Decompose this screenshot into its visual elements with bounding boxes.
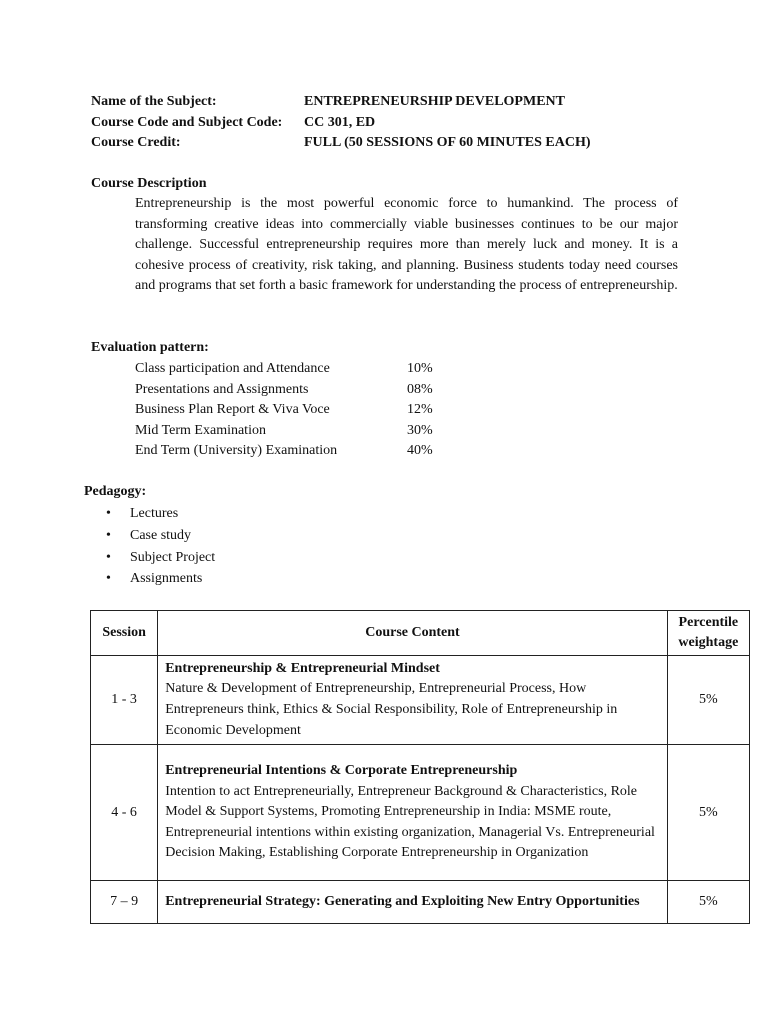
content-title: Entrepreneurial Intentions & Corporate Entrepreneurship (165, 763, 518, 779)
subject-row (91, 92, 591, 113)
evaluation-value: 12% (407, 402, 433, 417)
evaluation-item (135, 380, 433, 401)
content-title: Entrepreneurial Strategy: Generating and Exploiting New Entry Opportunities (165, 893, 640, 909)
session-header: Session (91, 611, 158, 656)
evaluation-value: 30% (407, 422, 433, 438)
pedagogy-list (106, 503, 215, 590)
weightage-header-line1: Percentile (678, 614, 739, 630)
evaluation-item (135, 400, 433, 421)
evaluation-item (135, 421, 433, 442)
content-cell (158, 656, 668, 745)
content-cell (158, 745, 668, 881)
table-row (91, 656, 750, 745)
content-body: Nature & Development of Entrepreneurship, Entrepreneurial Process, How Entrepreneurs think, Ethics & Social Responsibility, Role of Entrepreneurship in Economic Development (165, 681, 618, 738)
evaluation-value: 08% (407, 381, 433, 397)
evaluation-name: Mid Term Examination (135, 422, 266, 438)
course-meta (91, 92, 591, 154)
credit-value: FULL (50 SESSIONS OF 60 MINUTES EACH) (304, 135, 591, 150)
course-table (90, 610, 750, 924)
list-item (106, 525, 215, 547)
list-item (106, 503, 215, 525)
pedagogy-item: Assignments (130, 571, 203, 587)
content-header: Course Content (158, 611, 668, 656)
evaluation-value: 40% (407, 443, 433, 458)
list-item (106, 547, 215, 569)
bullet-icon: • (106, 527, 111, 543)
content-cell (158, 881, 668, 924)
evaluation-value: 10% (407, 361, 433, 376)
evaluation-name: Class participation and Attendance (135, 361, 330, 376)
table-row (91, 881, 750, 924)
credit-label: Course Credit: (91, 135, 181, 150)
weightage-header-line2: weightage (678, 635, 739, 650)
table-row (91, 745, 750, 881)
pedagogy-item: Subject Project (130, 549, 216, 565)
code-label: Course Code and Subject Code: (91, 114, 283, 130)
weightage-cell: 5% (667, 656, 749, 745)
weightage-cell: 5% (667, 745, 749, 881)
bullet-icon: • (106, 506, 111, 521)
description-text: Entrepreneurship is the most powerful economic force to humankind. The process of transforming creative ideas into commercially viable businesses continues to be our major challenge. Successful entrepreneurship requires more than merely luck and money. It is a cohesive process of creativity, risk taking, and planning. Business students today need courses and programs that set forth a basic framework for understanding the process of entrepreneurship. (135, 196, 678, 294)
bullet-icon: • (106, 549, 111, 565)
code-row (91, 113, 591, 134)
evaluation-heading: Evaluation pattern: (91, 340, 209, 355)
subject-label: Name of the Subject: (91, 94, 217, 109)
pedagogy-item: Lectures (130, 506, 179, 521)
evaluation-name: End Term (University) Examination (135, 443, 338, 458)
pedagogy-item: Case study (130, 527, 192, 543)
bullet-icon: • (106, 571, 111, 587)
list-item (106, 568, 215, 590)
weightage-header (667, 611, 749, 656)
code-value: CC 301, ED (304, 114, 376, 130)
evaluation-item (135, 359, 433, 380)
content-body: Intention to act Entrepreneurially, Entrepreneur Background & Characteristics, Role Model & Support Systems, Promoting Entrepreneurship in India: MSME route, Entrepreneurial intentions within existing organization, Managerial Vs. Entrepreneurial Decision Making, Establishing Corporate Entrepreneurship in Organization (165, 783, 655, 861)
evaluation-list (135, 359, 433, 462)
evaluation-name: Presentations and Assignments (135, 381, 309, 397)
credit-row (91, 133, 591, 154)
table-header-row (91, 611, 750, 656)
session-cell: 4 - 6 (91, 745, 158, 881)
weightage-cell: 5% (667, 881, 749, 924)
pedagogy-heading: Pedagogy: (84, 484, 147, 499)
evaluation-item (135, 441, 433, 462)
content-title: Entrepreneurship & Entrepreneurial Mindset (165, 660, 440, 676)
session-cell: 1 - 3 (91, 656, 158, 745)
subject-value: ENTREPRENEURSHIP DEVELOPMENT (304, 94, 565, 109)
session-cell: 7 – 9 (91, 881, 158, 924)
description-heading: Course Description (91, 176, 207, 191)
evaluation-name: Business Plan Report & Viva Voce (135, 402, 330, 417)
